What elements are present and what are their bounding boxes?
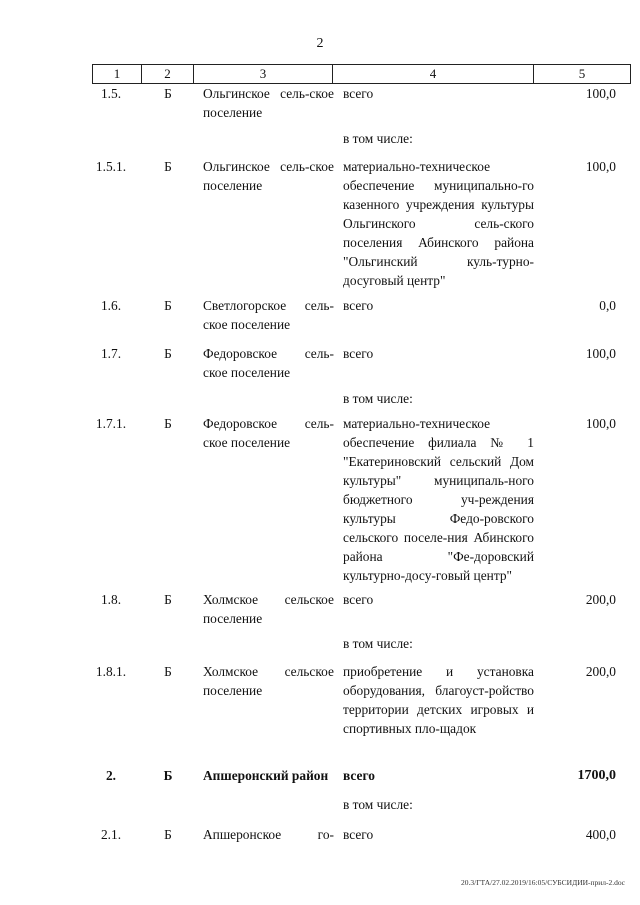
row-description: всего bbox=[343, 827, 374, 842]
row-number: 1.8.1. bbox=[95, 664, 127, 679]
row-letter: Б bbox=[164, 159, 172, 174]
row-value: 400,0 bbox=[585, 827, 616, 842]
row-number: 1.5. bbox=[100, 86, 122, 101]
including-label: в том числе: bbox=[343, 391, 413, 406]
row-description: всего bbox=[343, 346, 374, 361]
row-number: 1.7.1. bbox=[95, 416, 127, 431]
row-description: всего bbox=[343, 86, 374, 101]
header-cell-1: 1 bbox=[93, 65, 142, 83]
row-description: всего bbox=[343, 298, 374, 313]
row-value: 100,0 bbox=[585, 86, 616, 101]
header-cell-2: 2 bbox=[142, 65, 194, 83]
row-number: 2. bbox=[105, 768, 117, 783]
row-number: 1.6. bbox=[100, 298, 122, 313]
header-cell-3: 3 bbox=[194, 65, 333, 83]
footer-file-path: 20.3/ГТА/27.02.2019/16:05/СУБСИДИИ-прил-2.doc bbox=[460, 878, 625, 887]
row-name: Ольгинское сель-ское поселение bbox=[203, 159, 334, 193]
row-letter: Б bbox=[164, 416, 172, 431]
row-name: Холмское сельское поселение bbox=[203, 664, 334, 698]
including-label: в том числе: bbox=[343, 636, 413, 651]
row-description: материально-техническое обеспечение филиала № 1 "Екатериновский сельский Дом культуры" муниципаль-ного бюджетного уч-реждения культуры Федо-ровского сельского поселе-ния Абинского района "Фе-доровский культурно-досу-говый центр" bbox=[343, 416, 534, 583]
row-number: 1.7. bbox=[100, 346, 122, 361]
row-name: Апшеронское го- bbox=[203, 827, 334, 842]
row-name: Светлогорское сель-ское поселение bbox=[203, 298, 334, 332]
row-number: 1.5.1. bbox=[95, 159, 127, 174]
row-name: Федоровское сель-ское поселение bbox=[203, 416, 334, 450]
row-name: Апшеронский район bbox=[203, 768, 329, 783]
row-letter: Б bbox=[164, 346, 172, 361]
row-description: всего bbox=[343, 592, 374, 607]
row-name: Ольгинское сель-ское поселение bbox=[203, 86, 334, 120]
row-description: всего bbox=[343, 768, 375, 783]
row-description: приобретение и установка оборудования, благоуст-ройство территории детских игровых и спортивных пло-щадок bbox=[343, 664, 534, 736]
page-number: 2 bbox=[316, 36, 324, 51]
header-cell-4: 4 bbox=[333, 65, 534, 83]
row-value: 1700,0 bbox=[577, 768, 616, 783]
row-letter: Б bbox=[164, 827, 172, 842]
row-value: 0,0 bbox=[599, 298, 616, 313]
table-header bbox=[92, 64, 631, 84]
row-name: Федоровское сель-ское поселение bbox=[203, 346, 334, 380]
row-letter: Б bbox=[164, 664, 172, 679]
row-value: 100,0 bbox=[585, 416, 616, 431]
header-cell-5: 5 bbox=[578, 66, 586, 81]
including-label: в том числе: bbox=[343, 131, 413, 146]
row-description: материально-техническое обеспечение муниципально-го казенного учреждения культуры Ольгинского сель-ского поселения Абинского района "Ольгинский куль-турно-досуговый центр" bbox=[343, 159, 534, 288]
row-number: 2.1. bbox=[100, 827, 122, 842]
row-letter: Б bbox=[164, 298, 172, 313]
row-value: 200,0 bbox=[585, 664, 616, 679]
including-label: в том числе: bbox=[343, 797, 413, 812]
row-number: 1.8. bbox=[100, 592, 122, 607]
row-letter: Б bbox=[163, 768, 173, 783]
row-value: 200,0 bbox=[585, 592, 616, 607]
row-value: 100,0 bbox=[585, 346, 616, 361]
row-value: 100,0 bbox=[585, 159, 616, 174]
row-name: Холмское сельское поселение bbox=[203, 592, 334, 626]
row-letter: Б bbox=[164, 86, 172, 101]
row-letter: Б bbox=[164, 592, 172, 607]
